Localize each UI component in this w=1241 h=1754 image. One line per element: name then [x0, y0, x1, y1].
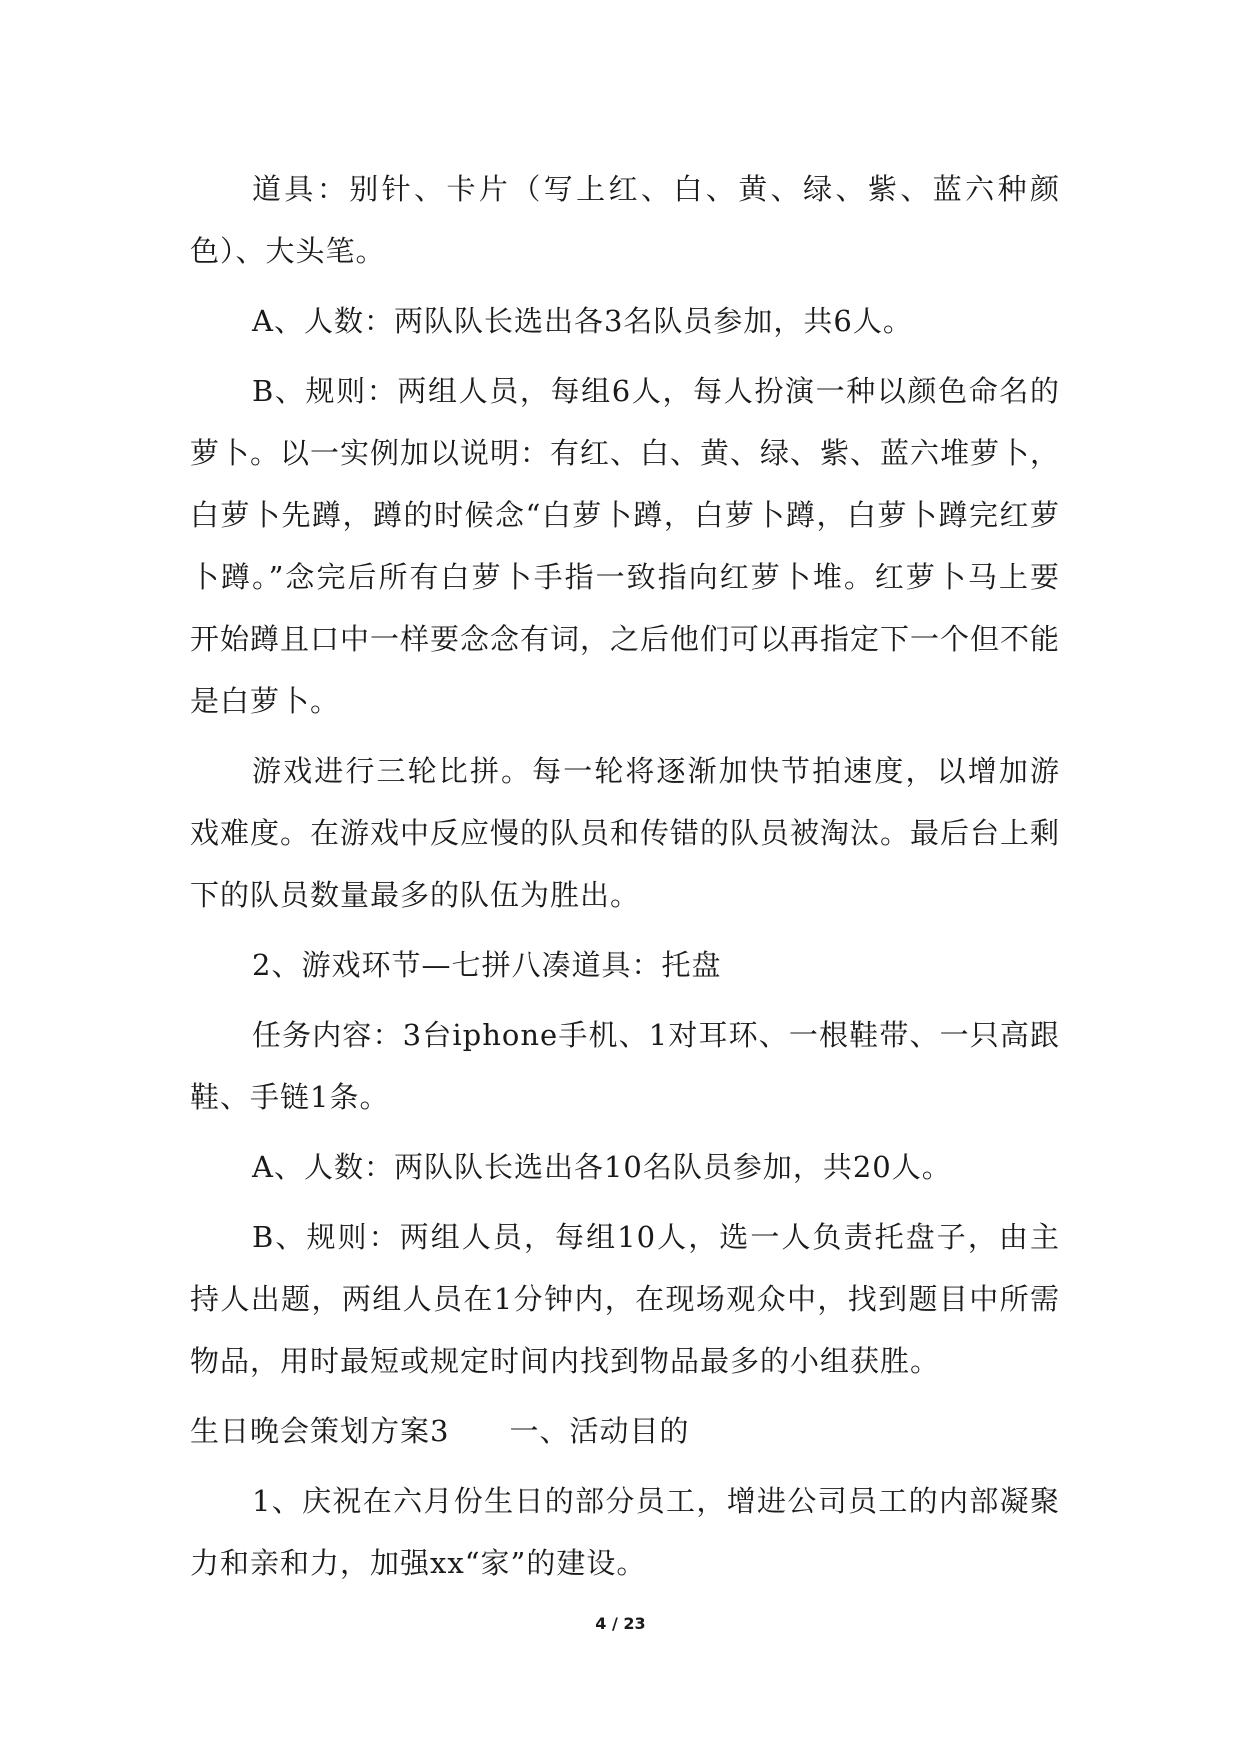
paragraph-rules-2: B、规则：两组人员，每组10人，选一人负责托盘子，由主持人出题，两组人员在1分钟内，在现场观众中，找到题目中所需物品，用时最短或规定时间内找到物品最多的小组获胜。: [190, 1220, 1060, 1378]
paragraph-props: 道具：别针、卡片（写上红、白、黄、绿、紫、蓝六种颜色）、大头笔。: [190, 172, 1060, 268]
section-title: 生日晚会策划方案3: [190, 1414, 450, 1448]
section-subtitle: 一、活动目的: [509, 1414, 690, 1448]
paragraph-rules-1: B、规则：两组人员，每组6人，每人扮演一种以颜色命名的萝卜。以一实例加以说明：有红、白、黄、绿、紫、蓝六堆萝卜，白萝卜先蹲，蹲的时候念“白萝卜蹲，白萝卜蹲，白萝卜蹲完红萝卜蹲。”念完后所有白萝卜手指一致指向红萝卜堆。红萝卜马上要开始蹲且口中一样要念念有词，之后他们可以再指定下一个但不能是白萝卜。: [190, 374, 1061, 718]
paragraph-purpose-1: 1、庆祝在六月份生日的部分员工，增进公司员工的内部凝聚力和亲和力，加强xx“家”的建设。: [190, 1484, 1060, 1580]
paragraph-game-2-title: 2、游戏环节—七拼八凑道具：托盘: [252, 948, 722, 982]
paragraph-headcount-1: A、人数：两队队长选出各3名队员参加，共6人。: [252, 304, 913, 338]
paragraph-task-content: 任务内容：3台iphone手机、1对耳环、一根鞋带、一只高跟鞋、手链1条。: [190, 1018, 1060, 1114]
document-body: [190, 158, 1060, 1602]
section-heading: [190, 1400, 1060, 1462]
paragraph-rounds: 游戏进行三轮比拼。每一轮将逐渐加快节拍速度，以增加游戏难度。在游戏中反应慢的队员和传错的队员被淘汰。最后台上剩下的队员数量最多的队伍为胜出。: [190, 754, 1061, 912]
paragraph-headcount-2: A、人数：两队队长选出各10名队员参加，共20人。: [252, 1150, 952, 1184]
page-number: 4 / 23: [595, 1614, 646, 1633]
